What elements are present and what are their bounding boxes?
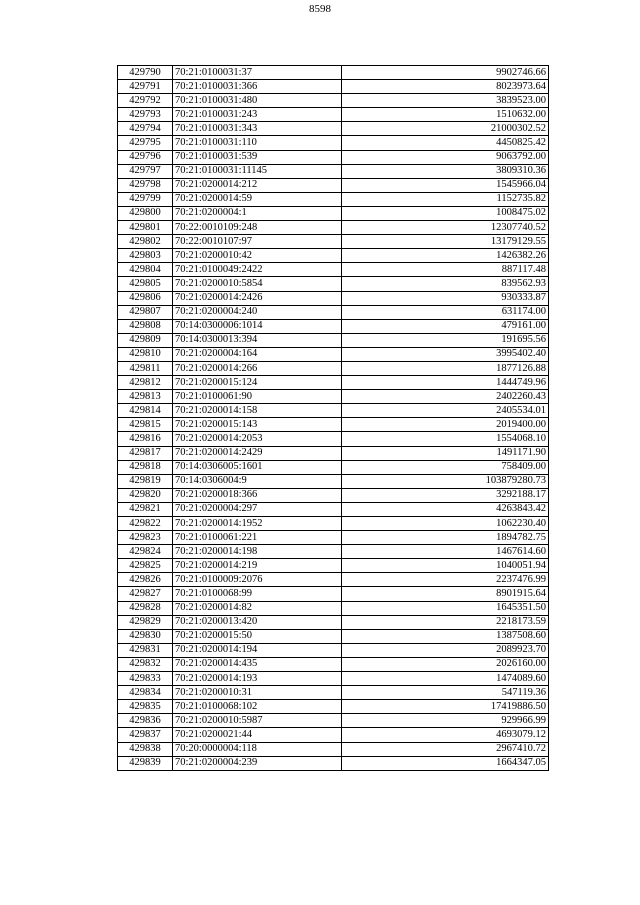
cadastral-value-cell: 631174.00 bbox=[342, 305, 549, 319]
cadastral-value-cell: 12307740.52 bbox=[342, 221, 549, 235]
row-number-cell: 429837 bbox=[118, 728, 173, 742]
table-row bbox=[118, 474, 549, 488]
row-number-cell: 429794 bbox=[118, 122, 173, 136]
table-row bbox=[118, 432, 549, 446]
cadastral-number-cell: 70:21:0200013:420 bbox=[173, 615, 342, 629]
row-number-cell: 429820 bbox=[118, 488, 173, 502]
cadastral-value-cell: 887117.48 bbox=[342, 263, 549, 277]
cadastral-value-cell: 3809310.36 bbox=[342, 164, 549, 178]
cadastral-number-cell: 70:21:0200014:194 bbox=[173, 643, 342, 657]
table-row bbox=[118, 235, 549, 249]
table-row bbox=[118, 517, 549, 531]
table-row bbox=[118, 728, 549, 742]
cadastral-number-cell: 70:21:0200014:435 bbox=[173, 657, 342, 671]
cadastral-number-cell: 70:21:0100031:343 bbox=[173, 122, 342, 136]
row-number-cell: 429824 bbox=[118, 545, 173, 559]
cadastral-number-cell: 70:21:0200014:158 bbox=[173, 404, 342, 418]
cadastral-value-cell: 1491171.90 bbox=[342, 446, 549, 460]
cadastral-number-cell: 70:21:0200021:44 bbox=[173, 728, 342, 742]
row-number-cell: 429814 bbox=[118, 404, 173, 418]
cadastral-number-cell: 70:21:0100031:110 bbox=[173, 136, 342, 150]
table-row bbox=[118, 404, 549, 418]
table-row bbox=[118, 488, 549, 502]
row-number-cell: 429809 bbox=[118, 333, 173, 347]
table-row bbox=[118, 347, 549, 361]
row-number-cell: 429827 bbox=[118, 587, 173, 601]
table-row bbox=[118, 80, 549, 94]
cadastral-number-cell: 70:21:0200010:5854 bbox=[173, 277, 342, 291]
cadastral-number-cell: 70:21:0100031:366 bbox=[173, 80, 342, 94]
cadastral-number-cell: 70:21:0200014:193 bbox=[173, 672, 342, 686]
page-number: 8598 bbox=[309, 3, 331, 15]
row-number-cell: 429791 bbox=[118, 80, 173, 94]
row-number-cell: 429807 bbox=[118, 305, 173, 319]
cadastral-value-cell: 1062230.40 bbox=[342, 517, 549, 531]
cadastral-number-cell: 70:14:0306005:1601 bbox=[173, 460, 342, 474]
cadastral-number-cell: 70:21:0200014:82 bbox=[173, 601, 342, 615]
table-row bbox=[118, 206, 549, 220]
table-row bbox=[118, 643, 549, 657]
row-number-cell: 429804 bbox=[118, 263, 173, 277]
row-number-cell: 429826 bbox=[118, 573, 173, 587]
cadastral-number-cell: 70:14:0306004:9 bbox=[173, 474, 342, 488]
cadastral-value-cell: 2967410.72 bbox=[342, 742, 549, 756]
row-number-cell: 429818 bbox=[118, 460, 173, 474]
table-row bbox=[118, 376, 549, 390]
row-number-cell: 429803 bbox=[118, 249, 173, 263]
table-row bbox=[118, 291, 549, 305]
cadastral-value-cell: 9902746.66 bbox=[342, 66, 549, 80]
cadastral-value-cell: 191695.56 bbox=[342, 333, 549, 347]
cadastral-number-cell: 70:21:0100061:90 bbox=[173, 390, 342, 404]
cadastral-number-cell: 70:21:0100031:37 bbox=[173, 66, 342, 80]
row-number-cell: 429796 bbox=[118, 150, 173, 164]
row-number-cell: 429830 bbox=[118, 629, 173, 643]
cadastral-value-cell: 479161.00 bbox=[342, 319, 549, 333]
cadastral-value-cell: 2019400.00 bbox=[342, 418, 549, 432]
cadastral-value-cell: 1510632.00 bbox=[342, 108, 549, 122]
cadastral-value-cell: 103879280.73 bbox=[342, 474, 549, 488]
table-row bbox=[118, 192, 549, 206]
cadastral-value-cell: 839562.93 bbox=[342, 277, 549, 291]
row-number-cell: 429797 bbox=[118, 164, 173, 178]
cadastral-number-cell: 70:21:0100061:221 bbox=[173, 531, 342, 545]
cadastral-number-cell: 70:21:0200014:219 bbox=[173, 559, 342, 573]
table-row bbox=[118, 108, 549, 122]
table-row bbox=[118, 559, 549, 573]
row-number-cell: 429817 bbox=[118, 446, 173, 460]
table-row bbox=[118, 700, 549, 714]
cadastral-value-cell: 13179129.55 bbox=[342, 235, 549, 249]
table-row bbox=[118, 178, 549, 192]
row-number-cell: 429831 bbox=[118, 643, 173, 657]
cadastral-value-table bbox=[117, 65, 549, 771]
cadastral-number-cell: 70:21:0100049:2422 bbox=[173, 263, 342, 277]
row-number-cell: 429795 bbox=[118, 136, 173, 150]
cadastral-value-cell: 1152735.82 bbox=[342, 192, 549, 206]
cadastral-value-cell: 1645351.50 bbox=[342, 601, 549, 615]
cadastral-number-cell: 70:22:0010107:97 bbox=[173, 235, 342, 249]
cadastral-number-cell: 70:22:0010109:248 bbox=[173, 221, 342, 235]
table-row bbox=[118, 122, 549, 136]
row-number-cell: 429832 bbox=[118, 657, 173, 671]
cadastral-value-cell: 1008475.02 bbox=[342, 206, 549, 220]
table-row bbox=[118, 361, 549, 375]
cadastral-number-cell: 70:21:0200004:1 bbox=[173, 206, 342, 220]
cadastral-value-cell: 21000302.52 bbox=[342, 122, 549, 136]
cadastral-number-cell: 70:20:0000004:118 bbox=[173, 742, 342, 756]
row-number-cell: 429808 bbox=[118, 319, 173, 333]
cadastral-value-cell: 547119.36 bbox=[342, 686, 549, 700]
row-number-cell: 429792 bbox=[118, 94, 173, 108]
cadastral-number-cell: 70:21:0200004:240 bbox=[173, 305, 342, 319]
row-number-cell: 429801 bbox=[118, 221, 173, 235]
cadastral-number-cell: 70:21:0200014:212 bbox=[173, 178, 342, 192]
table-row bbox=[118, 136, 549, 150]
cadastral-number-cell: 70:14:0300013:394 bbox=[173, 333, 342, 347]
table-row bbox=[118, 714, 549, 728]
row-number-cell: 429834 bbox=[118, 686, 173, 700]
table-row bbox=[118, 66, 549, 80]
table-row bbox=[118, 319, 549, 333]
row-number-cell: 429802 bbox=[118, 235, 173, 249]
cadastral-value-cell: 1474089.60 bbox=[342, 672, 549, 686]
row-number-cell: 429822 bbox=[118, 517, 173, 531]
row-number-cell: 429838 bbox=[118, 742, 173, 756]
cadastral-number-cell: 70:21:0200010:5987 bbox=[173, 714, 342, 728]
cadastral-value-cell: 3995402.40 bbox=[342, 347, 549, 361]
cadastral-value-cell: 1664347.05 bbox=[342, 756, 549, 770]
table-row bbox=[118, 221, 549, 235]
row-number-cell: 429828 bbox=[118, 601, 173, 615]
table-body bbox=[118, 66, 549, 771]
cadastral-number-cell: 70:21:0200014:2429 bbox=[173, 446, 342, 460]
row-number-cell: 429793 bbox=[118, 108, 173, 122]
cadastral-value-cell: 8023973.64 bbox=[342, 80, 549, 94]
cadastral-value-cell: 1545966.04 bbox=[342, 178, 549, 192]
row-number-cell: 429815 bbox=[118, 418, 173, 432]
cadastral-number-cell: 70:21:0200015:124 bbox=[173, 376, 342, 390]
cadastral-number-cell: 70:21:0200010:31 bbox=[173, 686, 342, 700]
cadastral-value-cell: 2089923.70 bbox=[342, 643, 549, 657]
cadastral-value-cell: 1444749.96 bbox=[342, 376, 549, 390]
cadastral-number-cell: 70:21:0200014:2426 bbox=[173, 291, 342, 305]
cadastral-value-cell: 1426382.26 bbox=[342, 249, 549, 263]
cadastral-value-cell: 1467614.60 bbox=[342, 545, 549, 559]
row-number-cell: 429836 bbox=[118, 714, 173, 728]
table-row bbox=[118, 446, 549, 460]
row-number-cell: 429835 bbox=[118, 700, 173, 714]
cadastral-value-cell: 9063792.00 bbox=[342, 150, 549, 164]
table-row bbox=[118, 531, 549, 545]
cadastral-number-cell: 70:21:0200014:1952 bbox=[173, 517, 342, 531]
table-row bbox=[118, 333, 549, 347]
row-number-cell: 429811 bbox=[118, 361, 173, 375]
cadastral-value-cell: 2405534.01 bbox=[342, 404, 549, 418]
cadastral-value-cell: 2402260.43 bbox=[342, 390, 549, 404]
table-row bbox=[118, 277, 549, 291]
row-number-cell: 429800 bbox=[118, 206, 173, 220]
row-number-cell: 429829 bbox=[118, 615, 173, 629]
row-number-cell: 429806 bbox=[118, 291, 173, 305]
row-number-cell: 429812 bbox=[118, 376, 173, 390]
row-number-cell: 429798 bbox=[118, 178, 173, 192]
table-row bbox=[118, 94, 549, 108]
cadastral-number-cell: 70:21:0200015:50 bbox=[173, 629, 342, 643]
row-number-cell: 429839 bbox=[118, 756, 173, 770]
table-row bbox=[118, 263, 549, 277]
cadastral-number-cell: 70:21:0200004:239 bbox=[173, 756, 342, 770]
cadastral-value-cell: 3292188.17 bbox=[342, 488, 549, 502]
cadastral-value-cell: 4693079.12 bbox=[342, 728, 549, 742]
table-row bbox=[118, 390, 549, 404]
cadastral-value-cell: 4263843.42 bbox=[342, 502, 549, 516]
cadastral-value-cell: 1877126.88 bbox=[342, 361, 549, 375]
cadastral-number-cell: 70:21:0200014:2053 bbox=[173, 432, 342, 446]
cadastral-number-cell: 70:21:0100068:102 bbox=[173, 700, 342, 714]
cadastral-number-cell: 70:21:0200010:42 bbox=[173, 249, 342, 263]
table-row bbox=[118, 305, 549, 319]
row-number-cell: 429799 bbox=[118, 192, 173, 206]
cadastral-number-cell: 70:21:0100031:539 bbox=[173, 150, 342, 164]
cadastral-number-cell: 70:21:0200004:297 bbox=[173, 502, 342, 516]
cadastral-value-cell: 930333.87 bbox=[342, 291, 549, 305]
row-number-cell: 429833 bbox=[118, 672, 173, 686]
cadastral-number-cell: 70:21:0200014:198 bbox=[173, 545, 342, 559]
table-row bbox=[118, 657, 549, 671]
row-number-cell: 429823 bbox=[118, 531, 173, 545]
cadastral-number-cell: 70:21:0100031:480 bbox=[173, 94, 342, 108]
cadastral-value-cell: 929966.99 bbox=[342, 714, 549, 728]
row-number-cell: 429816 bbox=[118, 432, 173, 446]
cadastral-value-cell: 1040051.94 bbox=[342, 559, 549, 573]
table-row bbox=[118, 545, 549, 559]
cadastral-number-cell: 70:21:0200014:59 bbox=[173, 192, 342, 206]
cadastral-number-cell: 70:21:0200014:266 bbox=[173, 361, 342, 375]
row-number-cell: 429819 bbox=[118, 474, 173, 488]
cadastral-number-cell: 70:21:0100068:99 bbox=[173, 587, 342, 601]
row-number-cell: 429790 bbox=[118, 66, 173, 80]
cadastral-number-cell: 70:21:0100031:11145 bbox=[173, 164, 342, 178]
table-row bbox=[118, 150, 549, 164]
cadastral-number-cell: 70:21:0100031:243 bbox=[173, 108, 342, 122]
table-row bbox=[118, 249, 549, 263]
table-row bbox=[118, 756, 549, 770]
table-row bbox=[118, 629, 549, 643]
row-number-cell: 429825 bbox=[118, 559, 173, 573]
table-row bbox=[118, 742, 549, 756]
cadastral-value-cell: 3839523.00 bbox=[342, 94, 549, 108]
table-row bbox=[118, 672, 549, 686]
cadastral-value-cell: 758409.00 bbox=[342, 460, 549, 474]
cadastral-number-cell: 70:21:0200015:143 bbox=[173, 418, 342, 432]
table-row bbox=[118, 686, 549, 700]
table-row bbox=[118, 573, 549, 587]
table-row bbox=[118, 601, 549, 615]
cadastral-number-cell: 70:21:0200004:164 bbox=[173, 347, 342, 361]
cadastral-value-cell: 17419886.50 bbox=[342, 700, 549, 714]
table-row bbox=[118, 164, 549, 178]
table-row bbox=[118, 615, 549, 629]
cadastral-value-cell: 2237476.99 bbox=[342, 573, 549, 587]
cadastral-value-cell: 1387508.60 bbox=[342, 629, 549, 643]
cadastral-value-cell: 4450825.42 bbox=[342, 136, 549, 150]
cadastral-value-cell: 2026160.00 bbox=[342, 657, 549, 671]
row-number-cell: 429813 bbox=[118, 390, 173, 404]
cadastral-number-cell: 70:21:0100009:2076 bbox=[173, 573, 342, 587]
row-number-cell: 429810 bbox=[118, 347, 173, 361]
cadastral-value-cell: 2218173.59 bbox=[342, 615, 549, 629]
cadastral-value-cell: 1894782.75 bbox=[342, 531, 549, 545]
row-number-cell: 429821 bbox=[118, 502, 173, 516]
cadastral-number-cell: 70:14:0300006:1014 bbox=[173, 319, 342, 333]
table-row bbox=[118, 502, 549, 516]
cadastral-value-cell: 8901915.64 bbox=[342, 587, 549, 601]
cadastral-number-cell: 70:21:0200018:366 bbox=[173, 488, 342, 502]
table-row bbox=[118, 460, 549, 474]
table-row bbox=[118, 587, 549, 601]
row-number-cell: 429805 bbox=[118, 277, 173, 291]
table-row bbox=[118, 418, 549, 432]
cadastral-value-cell: 1554068.10 bbox=[342, 432, 549, 446]
